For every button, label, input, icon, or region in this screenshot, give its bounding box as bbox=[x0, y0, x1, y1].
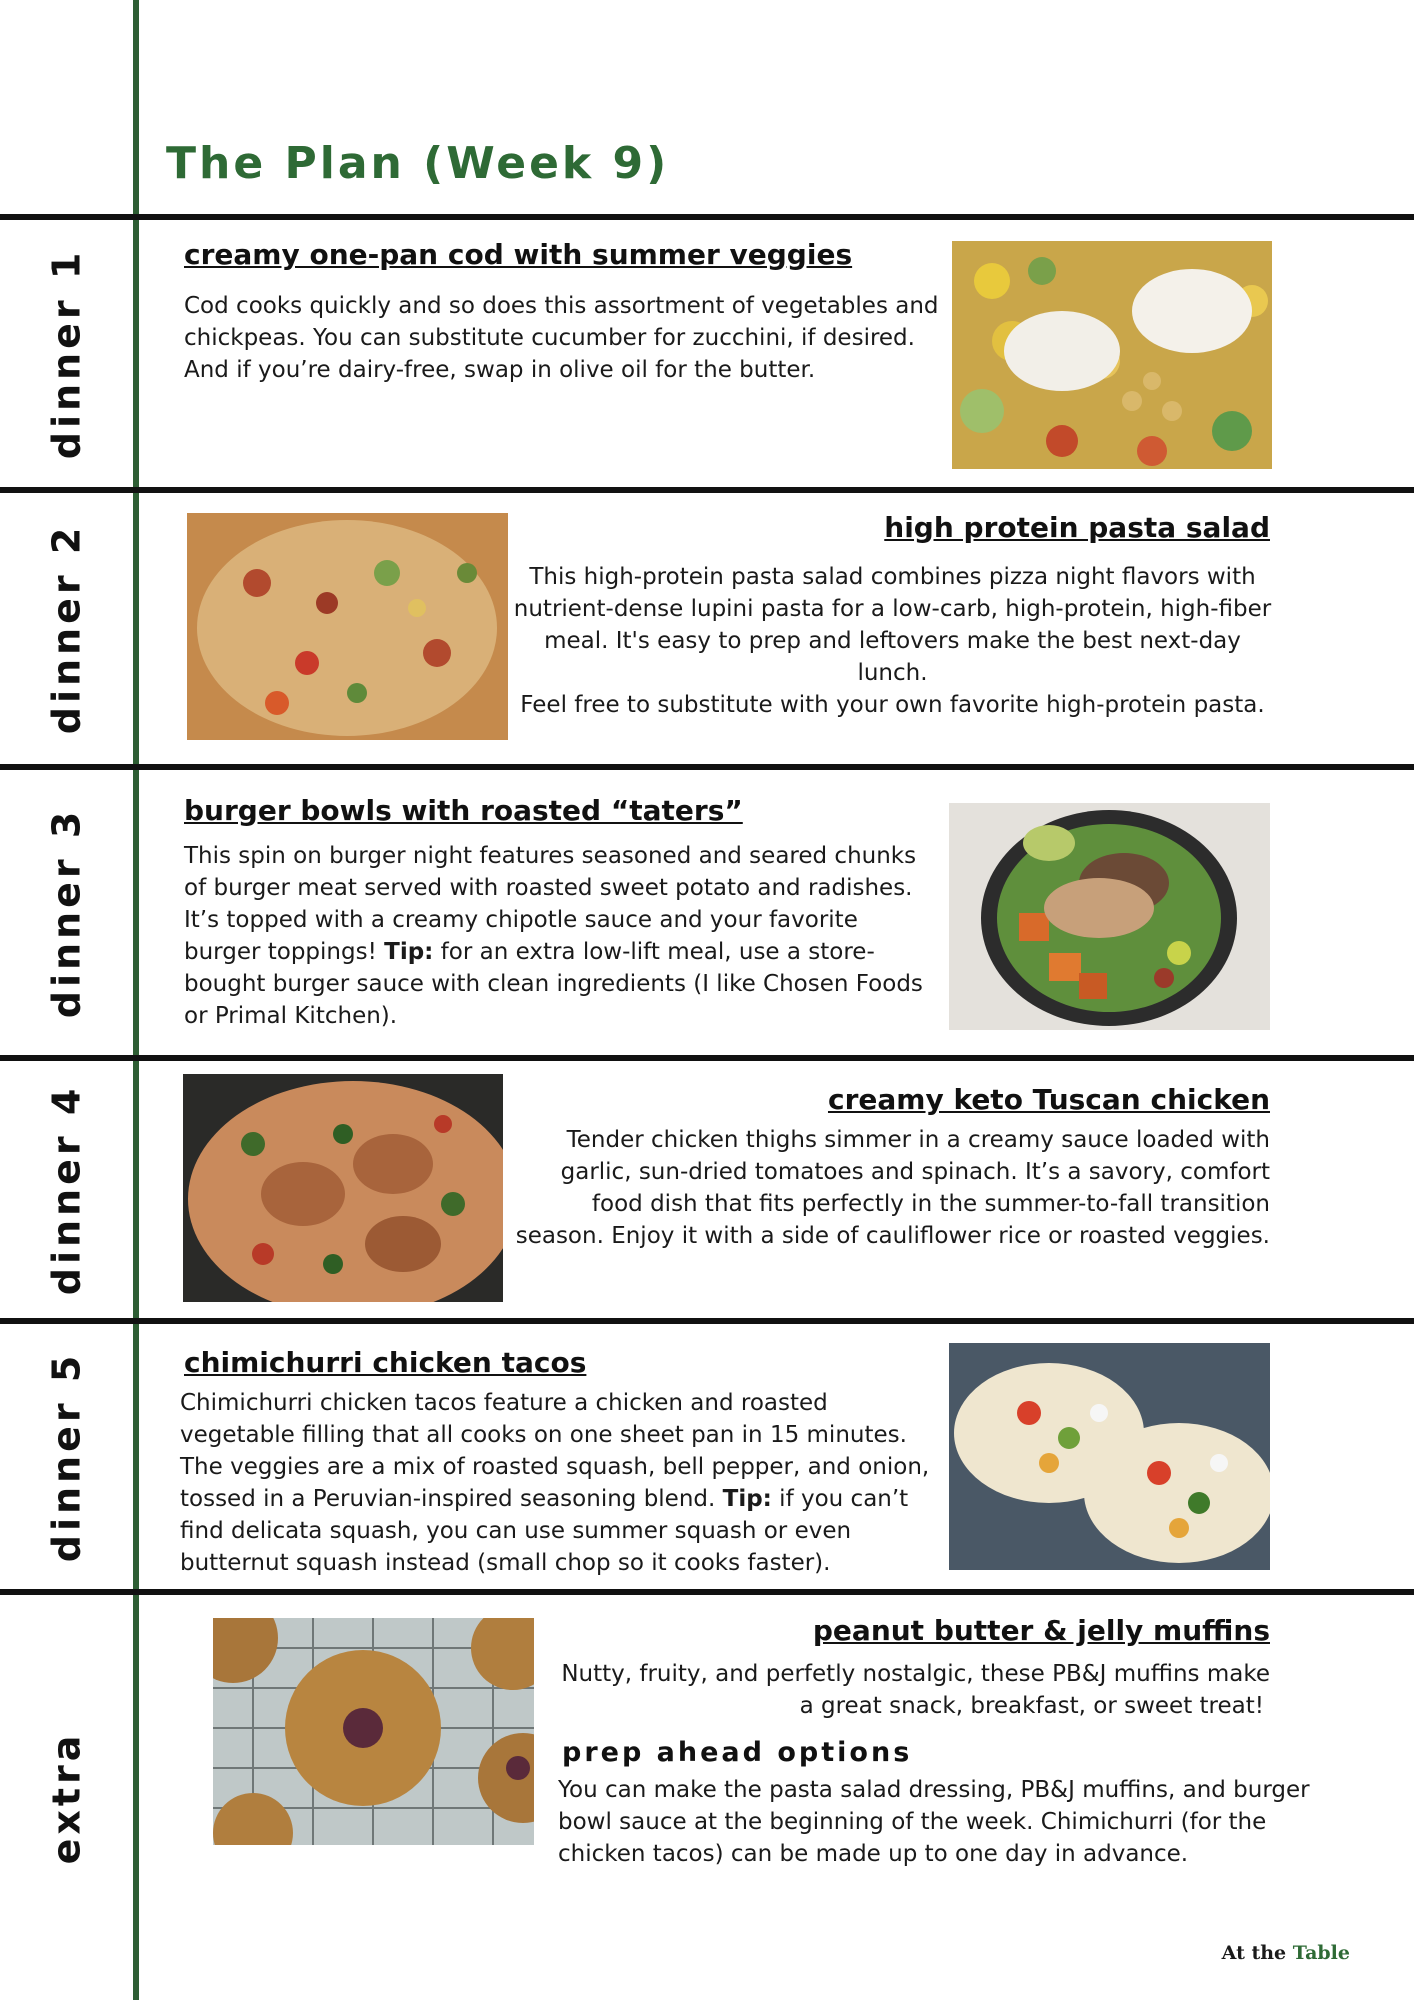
section-divider bbox=[0, 1318, 1414, 1324]
section-label: dinner 3 bbox=[44, 807, 89, 1018]
tuscan-chicken-photo bbox=[183, 1074, 503, 1302]
recipe-title[interactable]: high protein pasta salad bbox=[884, 511, 1270, 544]
burger-bowl-photo bbox=[949, 803, 1270, 1030]
cod-veggies-photo bbox=[952, 241, 1272, 469]
section-divider bbox=[0, 1589, 1414, 1595]
section-label: dinner 2 bbox=[44, 523, 89, 734]
page-title: The Plan (Week 9) bbox=[166, 138, 670, 189]
recipe-description: This spin on burger night features seasoned and seared chunks of burger meat served with roasted sweet potato and radishes. It’s topped with a creamy chipotle sauce and your favorite burger toppings! Tip: for an extra low-lift meal, use a store- bought burger sauce with clean ingredients (I like Chosen Foods or Primal Kitchen). bbox=[184, 843, 923, 1029]
section-label: dinner 1 bbox=[44, 248, 89, 459]
section-divider bbox=[0, 487, 1414, 493]
recipe-title[interactable]: peanut butter & jelly muffins bbox=[812, 1614, 1270, 1647]
pbj-muffins-photo bbox=[213, 1618, 534, 1845]
recipe-title[interactable]: creamy keto Tuscan chicken bbox=[827, 1083, 1270, 1116]
vertical-divider bbox=[133, 0, 139, 2000]
recipe-description: Chimichurri chicken tacos feature a chicken and roasted vegetable filling that all cooks on one sheet pan in 15 minutes. The veggies are a mix of roasted squash, bell pepper, and onion, tossed in a Peruvian-inspired seasoning blend. Tip: if you can’t find delicata squash, you can use summer squash or even butternut squash instead (small chop so it cooks faster). bbox=[180, 1390, 930, 1576]
section-label: dinner 5 bbox=[44, 1351, 89, 1562]
prep-ahead-description: You can make the pasta salad dressing, PB&J muffins, and burger bowl sauce at the beginning of the week. Chimichurri (for the chicken tacos) can be made up to one day in advance. bbox=[558, 1777, 1310, 1867]
prep-ahead-heading: prep ahead options bbox=[562, 1737, 913, 1768]
section-divider bbox=[0, 1055, 1414, 1061]
chicken-tacos-photo bbox=[949, 1343, 1270, 1570]
recipe-description: Tender chicken thighs simmer in a creamy sauce loaded with garlic, sun-dried tomatoes and spinach. It’s a savory, comfort food dish that fits perfectly in the summer-to-fall transition season. Enjoy it with a side of cauliflower rice or roasted veggies. bbox=[515, 1127, 1270, 1249]
brand-logo: At the Table bbox=[1221, 1942, 1350, 1964]
section-label: dinner 4 bbox=[44, 1084, 89, 1295]
recipe-description: This high-protein pasta salad combines pizza night flavors with nutrient-dense lupini pasta for a low-carb, high-protein, high-fiber meal. It's easy to prep and leftovers make the best next-day lunch. Feel free to substitute with your own favorite high-protein pasta. bbox=[513, 564, 1272, 718]
section-divider bbox=[0, 214, 1414, 220]
recipe-title[interactable]: burger bowls with roasted “taters” bbox=[184, 794, 743, 827]
recipe-description: Nutty, fruity, and perfetly nostalgic, these PB&J muffins make a great snack, breakfast, or sweet treat! bbox=[561, 1661, 1270, 1719]
recipe-description: Cod cooks quickly and so does this assortment of vegetables and chickpeas. You can substitute cucumber for zucchini, if desired. And if you’re dairy-free, swap in olive oil for the butter. bbox=[184, 293, 939, 383]
recipe-title[interactable]: chimichurri chicken tacos bbox=[184, 1346, 587, 1379]
section-label: extra bbox=[44, 1731, 89, 1864]
section-divider bbox=[0, 764, 1414, 770]
pasta-salad-photo bbox=[187, 513, 508, 740]
recipe-title[interactable]: creamy one-pan cod with summer veggies bbox=[184, 238, 853, 271]
